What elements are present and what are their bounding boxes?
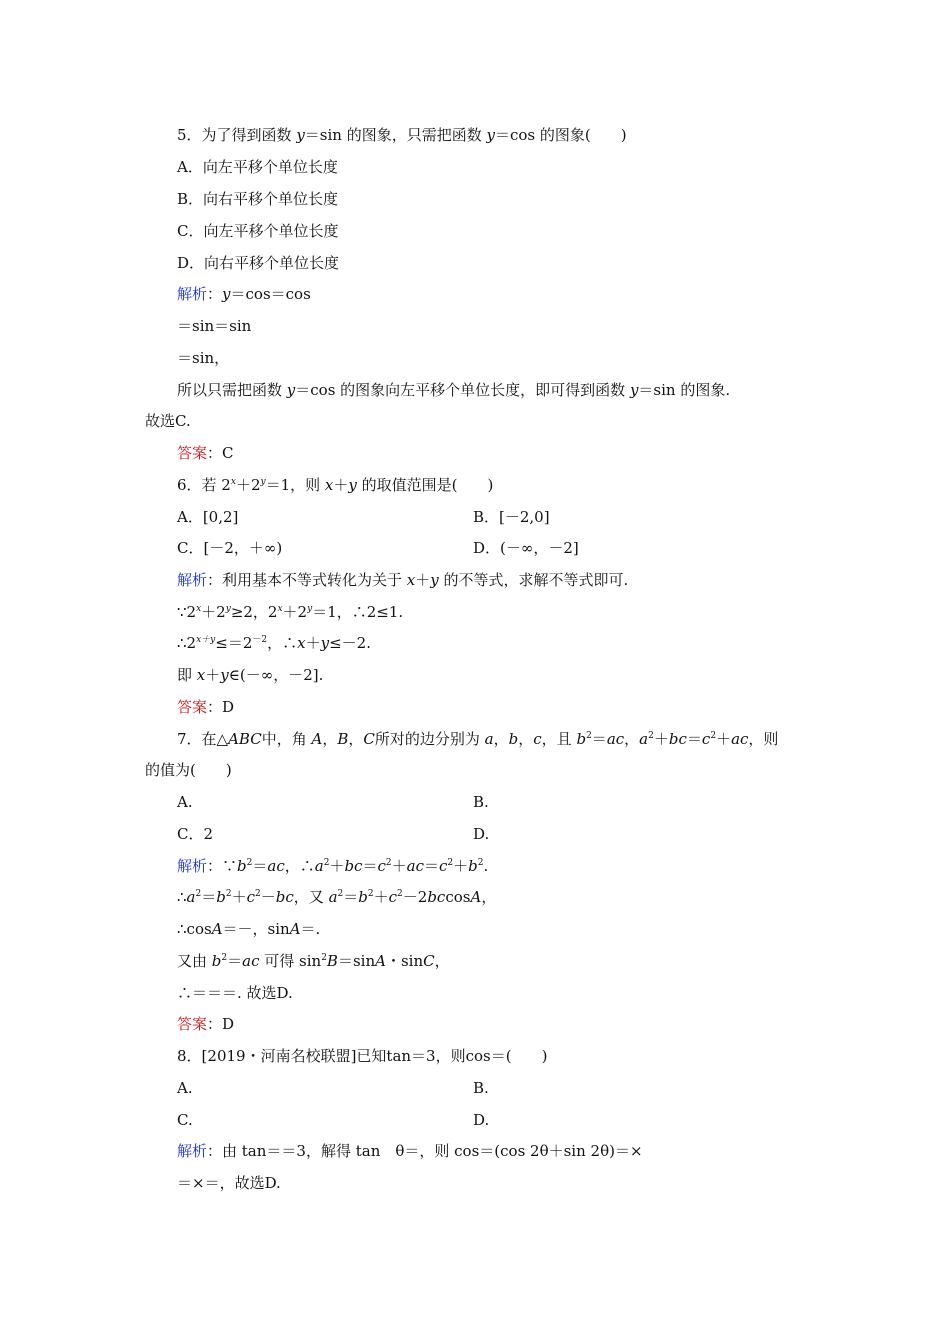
q8-option-b: B. <box>473 1079 489 1097</box>
q5-stem: 5．为了得到函数 y＝sin 的图象，只需把函数 y＝cos 的图象( ) <box>177 126 627 144</box>
q6-solution-line-3: $\therefore 2^{x+y}\le=2^{-2}$，∴x＋y≤－2. <box>177 634 371 652</box>
q7-stem-line-2: 的值为( ) <box>145 761 232 779</box>
q6-answer-label: 答案 <box>177 698 208 716</box>
q5-solution-line-5: 故选C. <box>145 412 191 430</box>
q7-option-b: B. <box>473 793 489 811</box>
q5-solution-line-4: 所以只需把函数 y＝cos 的图象向左平移个单位长度，即可得到函数 y＝sin 的图象. <box>177 381 731 399</box>
q8-stem: 8．[2019・河南名校联盟]已知tan＝3，则cos＝( ) <box>177 1047 548 1065</box>
q5-solution-line-1: 解析：y＝cos＝cos <box>177 285 311 303</box>
q5-option-c: C．向左平移个单位长度 <box>177 222 339 240</box>
q8-option-d: D. <box>473 1111 490 1129</box>
q7-solution-line-3: ∴cosA＝－，sinA＝. <box>177 920 321 938</box>
q7-solution-line-4: 又由 $b^2=ac$ 可得 $\sin^2B=\sin A$・sinC， <box>177 952 450 970</box>
q5-option-a: A．向左平移个单位长度 <box>177 158 338 176</box>
q6-solution-line-1: 解析：利用基本不等式转化为关于 x＋y 的不等式，求解不等式即可. <box>177 571 629 589</box>
q8-solution-line-2: ＝×＝，故选D. <box>177 1174 281 1192</box>
q6-solution-line-4: 即 x＋y∈(－∞，－2]. <box>177 666 324 684</box>
q7-solution-line-1: 解析：$\because b^2=ac$，$\therefore a^2+bc=c^2+ac=c^2+b^2$. <box>177 857 489 875</box>
q7-option-c: C．2 <box>177 825 214 843</box>
q5-option-d: D．向右平移个单位长度 <box>177 254 340 272</box>
q6-solution-label: 解析 <box>177 571 208 589</box>
q5-solution-line-2: ＝sin＝sin <box>177 317 252 335</box>
q7-stem-line-1: 7．在△ABC中，角 A，B，C所对的边分别为 a，b，c，且 $b^2=ac$，$a^2+bc=c^2+ac$，则 <box>177 730 779 748</box>
q7-solution-line-5: ∴＝＝＝. 故选D. <box>177 984 293 1002</box>
q6-solution-line-2: $\because 2^x+2^y\ge 2$，$2^x+2^y=1$，∴2≤1. <box>177 603 404 621</box>
q8-option-c: C. <box>177 1111 193 1129</box>
q6-option-d: D．(－∞，－2] <box>473 539 579 557</box>
q7-solution-line-2: $\therefore a^2=b^2+c^2-bc$，又 $a^2=b^2+c^2-2bccosA$， <box>177 888 497 906</box>
q7-option-a: A. <box>177 793 193 811</box>
q5-solution-label: 解析 <box>177 285 208 303</box>
q8-solution-label: 解析 <box>177 1142 208 1160</box>
q7-solution-label: 解析 <box>177 857 208 875</box>
q6-answer: 答案：D <box>177 698 235 716</box>
q7-answer-label: 答案 <box>177 1015 208 1033</box>
q5-answer: 答案：C <box>177 444 234 462</box>
q7-option-d: D. <box>473 825 490 843</box>
q5-solution-line-3: ＝sin， <box>177 349 230 367</box>
q6-option-a: A．[0,2] <box>177 508 239 526</box>
q5-option-b: B．向右平移个单位长度 <box>177 190 339 208</box>
q8-option-a: A. <box>177 1079 193 1097</box>
q7-answer: 答案：D <box>177 1015 235 1033</box>
q6-option-c: C．[－2，＋∞) <box>177 539 283 557</box>
q5-answer-label: 答案 <box>177 444 208 462</box>
q6-option-b: B．[－2,0] <box>473 508 550 526</box>
q8-solution-line-1: 解析：由 tan＝＝3，解得 tan θ＝，则 cos＝(cos 2θ＋sin 2θ)＝× <box>177 1142 643 1160</box>
q6-stem: 6．若 $2^x+2^y=1$，则 x＋y 的取值范围是( ) <box>177 476 494 494</box>
